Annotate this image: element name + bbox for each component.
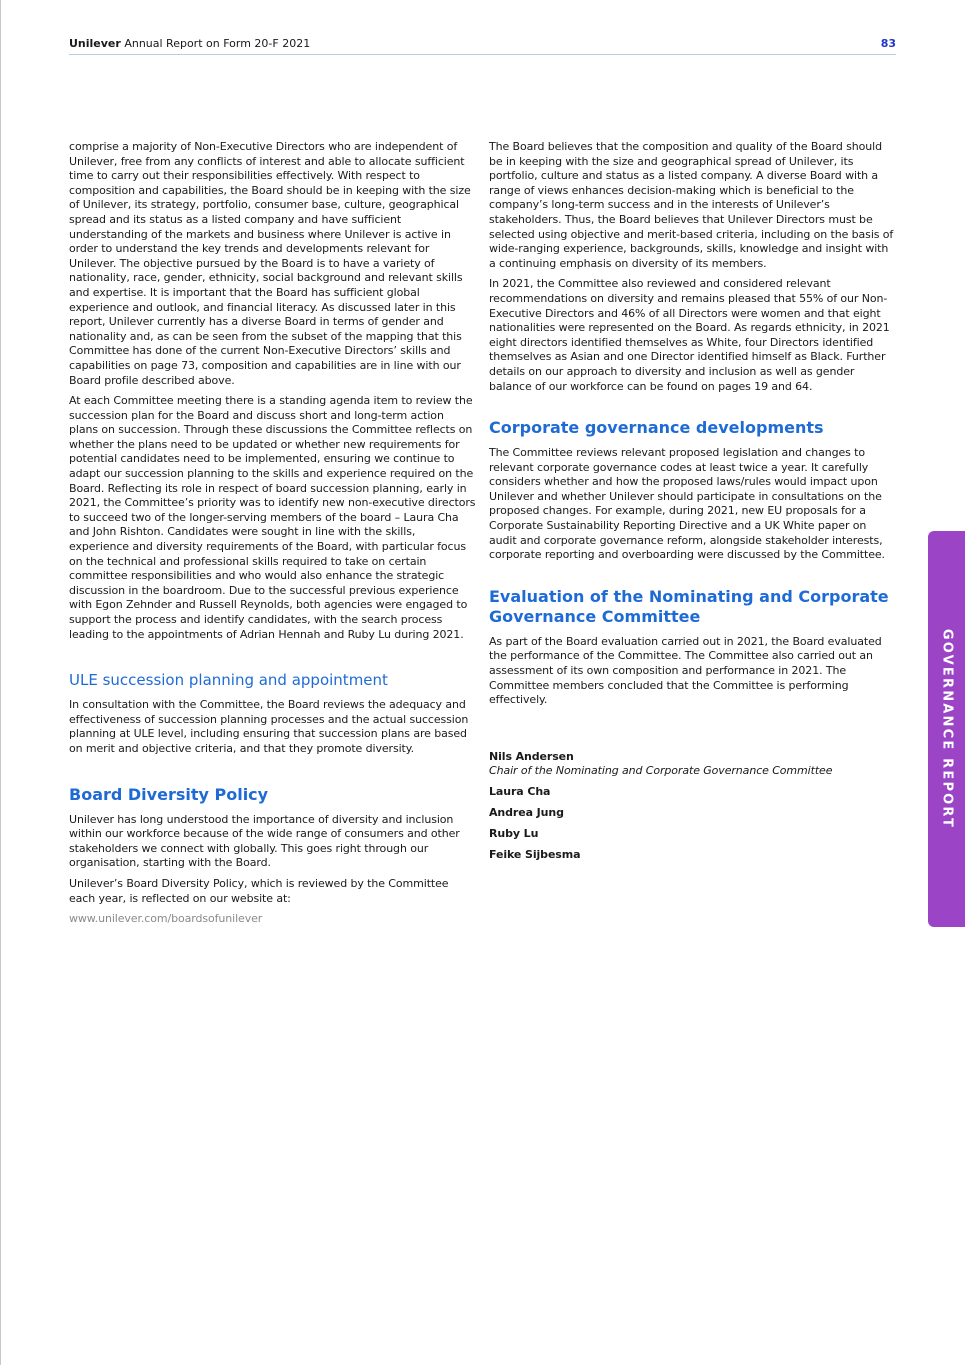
section-side-tab[interactable] (928, 531, 965, 927)
evaluation-paragraph: As part of the Board evaluation carried out in 2021, the Board evaluated the performance of the Committee. The Committee also carried out an assessment of its own composition and performance in 2021. The Committee members concluded that the Committee is performing effectively. (489, 634, 882, 707)
side-tab-label: GOVERNANCE REPORT (939, 628, 954, 830)
board-diversity-heading: Board Diversity Policy (69, 784, 269, 804)
page-left-edge (0, 0, 1, 1365)
left-column (69, 140, 476, 927)
header-title: Annual Report on Form 20-F 2021 (120, 37, 311, 50)
committee-member: Feike Sijbesma (489, 848, 581, 862)
website-link[interactable]: www.unilever.com/boardsofunilever (69, 912, 263, 926)
committee-member: Laura Cha (489, 785, 551, 798)
succession-paragraph: At each Committee meeting there is a standing agenda item to review the succession plan for the Board and discuss short and long-term action plans on succession. Through these discussions the Committee reflects on whether the plans need to be updated or whether new requirements for potential candidates need to be implemented, ensuring we continue to adapt our succession planning to the skills and experience required on the Board. Reflecting its role in respect of board succession planning, early in 2021, the Committee’s priority was to identify new non-executive directors to succeed two of the longer-serving members of the board – Laura Cha and John Rishton. Candidates were sought in line with the skills, experience and diversity requirements of the Board, with particular focus on the technical and professional skills required to take on certain committee responsibilities and who would also enhance the strategic discussion in the boardroom. Due to the successful previous experience with Egon Zehnder and Russell Reynolds, both agencies were engaged to support the process and identify candidates, with the search process leading to the appointments of Adrian Hennah and Ruby Lu during 2021. (69, 394, 476, 641)
board-composition-paragraph: The Board believes that the composition and quality of the Board should be in keeping with the size and geographical spread of Unilever, its portfolio, culture and status as a listed company. A diverse Board with a range of views enhances decision-making which is beneficial to the company’s long-term success and in the interests of Unilever’s stakeholders. Thus, the Board believes that Unilever Directors must be selected using objective and merit-based criteria, including on the basis of wide-ranging experience, backgrounds, skills, knowledge and insight with a continuing emphasis on diversity of its members. (489, 140, 894, 270)
governance-developments-paragraph: The Committee reviews relevant proposed legislation and changes to relevant corporate governance codes at least twice a year. It carefully considers whether and how the proposed laws/rules would impact upon Unilever and whether Unilever should participate in consultations on the proposed changes. For example, during 2021, new EU proposals for a Corporate Sustainability Reporting Directive and a UK White paper on audit and corporate governance reform, alongside stakeholder interests, corporate reporting and overboarding were discussed by the Committee. (489, 446, 885, 562)
header-brand: Unilever (69, 37, 121, 50)
ule-succession-heading: ULE succession planning and appointment (69, 671, 388, 690)
right-column (489, 140, 897, 869)
diversity-paragraph-1: Unilever has long understood the importance of diversity and inclusion within our workforce because of the wide range of consumers and other stakeholders we connect with globally. This goes right through our organisation, starting with the Board. (69, 812, 460, 870)
committee-member: Andrea Jung (489, 806, 564, 820)
signatory-role: Chair of the Nominating and Corporate Governance Committee (489, 764, 833, 778)
signatory-name: Nils Andersen (489, 749, 574, 763)
diversity-paragraph-2: Unilever’s Board Diversity Policy, which is reviewed by the Committee each year, is reflected on our website at: (69, 876, 449, 905)
intro-paragraph: comprise a majority of Non-Executive Directors who are independent of Unilever, free from any conflicts of interest and able to allocate sufficient time to carry out their responsibilities effectively. With respect to composition and capabilities, the Board should be in keeping with the size of Unilever, its strategy, portfolio, consumer base, culture, geographical spread and its status as a listed company and have sufficient understanding of the markets and business where Unilever is active in order to understand the key trends and developments relevant for Unilever. The objective pursued by the Board is to have a variety of nationality, race, gender, ethnicity, social background and relevant skills and expertise. It is important that the Board has sufficient global experience and outlook, and financial literacy. As discussed later in this report, Unilever currently has a diverse Board in terms of gender and nationality and, as can be seen from the subset of the mapping that this Committee has done of the current Non-Executive Directors’ skills and capabilities on page 73, composition and capabilities are in line with our Board profile described above. (69, 140, 471, 387)
page-header (69, 37, 896, 55)
diversity-review-paragraph: In 2021, the Committee also reviewed and considered relevant recommendations on diversity and remains pleased that 55% of our Non-Executive Directors and 46% of all Directors were women and that eight nationalities were represented on the Board. As regards ethnicity, in 2021 eight directors identified themselves as White, four Directors identified themselves as Asian and one Director identified himself as Black. Further details on our approach to diversity and inclusion as well as gender balance of our workforce can be found on pages 19 and 64. (489, 277, 890, 393)
ule-succession-paragraph: In consultation with the Committee, the Board reviews the adequacy and effectiveness of succession planning processes and the actual succession planning at ULE level, including ensuring that succession plans are based on merit and objective criteria, and that they promote diversity. (69, 698, 469, 755)
committee-member: Ruby Lu (489, 827, 539, 841)
governance-developments-heading: Corporate governance developments (489, 418, 824, 438)
evaluation-heading: Evaluation of the Nominating and Corporate Governance Committee (489, 586, 889, 626)
page-number: 83 (880, 37, 896, 50)
